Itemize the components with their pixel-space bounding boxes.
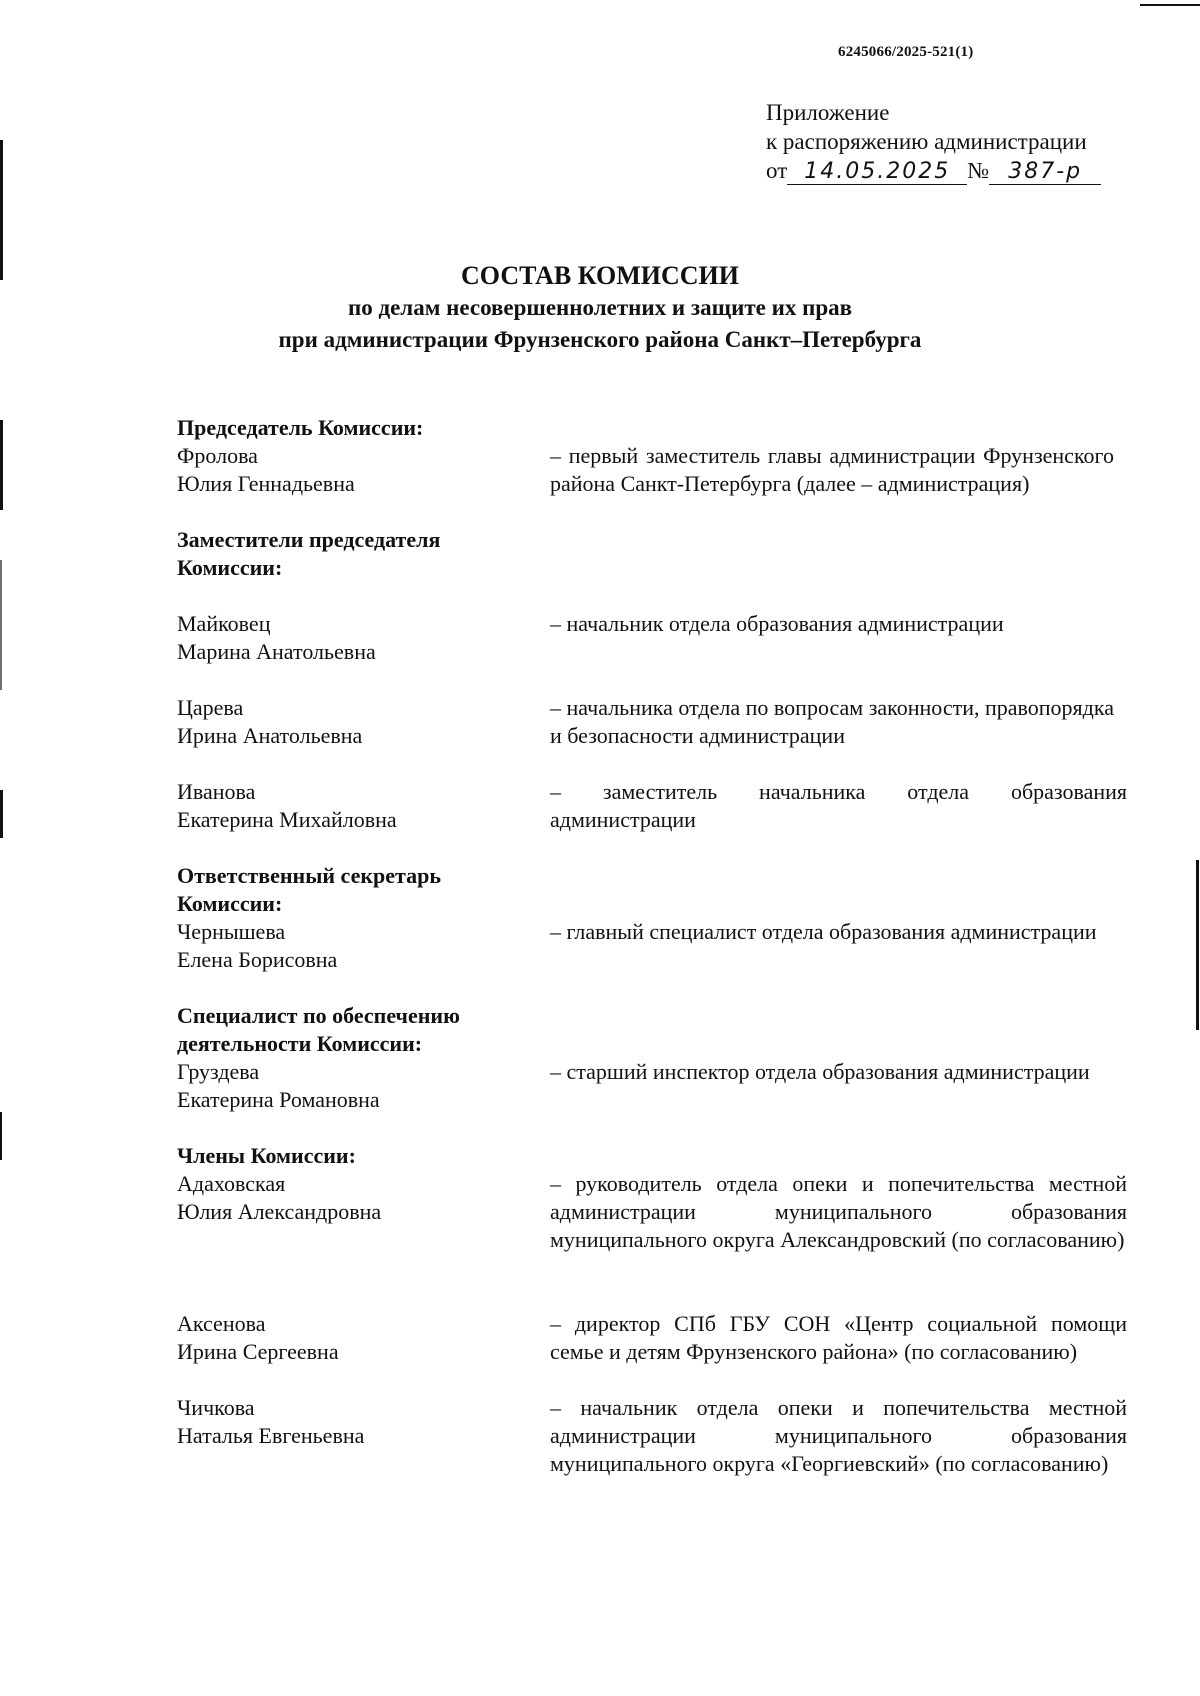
member-surname: Груздева [177,1059,260,1084]
member-name [177,1170,550,1254]
member-position: – начальник отдела опеки и попечительства местной администрации муниципального образования муниципального округа «Георгиевский» (по согласованию) [550,1395,1127,1476]
appendix-label: Приложение [766,100,890,125]
member-surname: Чичкова [177,1395,255,1420]
member-given-names: Марина Анатольевна [177,639,376,664]
member-surname: Майковец [177,611,271,636]
member-given-names: Наталья Евгеньевна [177,1423,365,1448]
secretary-heading-line-1: Ответственный секретарь [177,863,441,888]
appendix-block [766,98,1101,185]
member-row [177,1394,1127,1478]
from-prefix: от [766,158,788,183]
member-given-names: Екатерина Михайловна [177,807,397,832]
appendix-reference: к распоряжению администрации [766,129,1087,154]
member-position: – начальника отдела по вопросам законности, правопорядка и безопасности администрации [550,695,1114,748]
deputies-heading-line-2: Комиссии: [177,555,283,580]
member-row [177,1170,1127,1254]
member-given-names: Екатерина Романовна [177,1087,380,1112]
member-name [177,694,550,750]
member-name [177,1394,550,1478]
title-line-1: СОСТАВ КОМИССИИ [461,261,739,290]
scan-edge-mark [0,1112,2,1160]
scan-edge-mark [1196,860,1199,1030]
member-given-names: Ирина Сергеевна [177,1339,339,1364]
member-row [177,1058,1127,1114]
member-row [177,694,1127,750]
member-name [177,1310,550,1366]
specialist-heading-line-1: Специалист по обеспечению [177,1003,460,1028]
member-row [177,1310,1127,1366]
member-surname: Фролова [177,443,258,468]
number-sign: № [967,158,990,183]
member-surname: Иванова [177,779,256,804]
member-position: – начальник отдела образования администрации [550,611,1004,636]
member-position: – главный специалист отдела образования администрации [550,919,1097,944]
member-name [177,442,550,498]
handwritten-date: 14.05.2025 [787,160,967,185]
commission-list [177,414,1127,1478]
member-name [177,610,550,666]
member-name [177,778,550,834]
scan-edge-mark [0,560,2,690]
scan-edge-mark [0,790,3,838]
member-surname: Чернышева [177,919,286,944]
registration-number: 6245066/2025-521(1) [838,44,974,60]
members-heading: Члены Комиссии: [177,1143,356,1168]
handwritten-number: 387-р [989,160,1101,185]
member-position: – руководитель отдела опеки и попечительства местной администрации муниципального образования муниципального округа Александровский (по согласованию) [550,1171,1127,1252]
member-given-names: Елена Борисовна [177,947,338,972]
member-name [177,918,550,974]
scan-edge-mark [1140,4,1200,6]
chairman-heading: Председатель Комиссии: [177,415,424,440]
specialist-heading-line-2: деятельности Комиссии: [177,1031,423,1056]
appendix-date-line [766,156,1101,185]
member-surname: Адаховская [177,1171,286,1196]
member-position: – первый заместитель главы администрации Фрунзенского района Санкт-Петербурга (далее – администрация) [550,443,1114,496]
scan-edge-mark [0,140,3,280]
member-given-names: Юлия Александровна [177,1199,382,1224]
member-row [177,610,1127,666]
member-position: – старший инспектор отдела образования администрации [550,1059,1090,1084]
member-row [177,778,1127,834]
member-row [177,442,1127,498]
secretary-heading [177,862,537,918]
scan-edge-mark [0,420,3,510]
secretary-heading-line-2: Комиссии: [177,891,283,916]
member-position: – заместитель начальника отдела образования администрации [550,779,1127,832]
member-surname: Аксенова [177,1311,266,1336]
member-given-names: Ирина Анатольевна [177,723,363,748]
member-position: – директор СПб ГБУ СОН «Центр социальной помощи семье и детям Фрунзенского района» (по согласованию) [550,1311,1127,1364]
deputies-heading-line-1: Заместители председателя [177,527,441,552]
deputies-heading [177,526,537,582]
member-row [177,918,1127,974]
title-line-2: по делам несовершеннолетних и защите их прав [347,295,853,320]
title-line-3: при администрации Фрунзенского района Санкт–Петербурга [278,327,922,352]
member-given-names: Юлия Геннадьевна [177,471,355,496]
specialist-heading [177,1002,537,1058]
document-title [150,260,1050,356]
member-surname: Царева [177,695,244,720]
member-name [177,1058,550,1114]
